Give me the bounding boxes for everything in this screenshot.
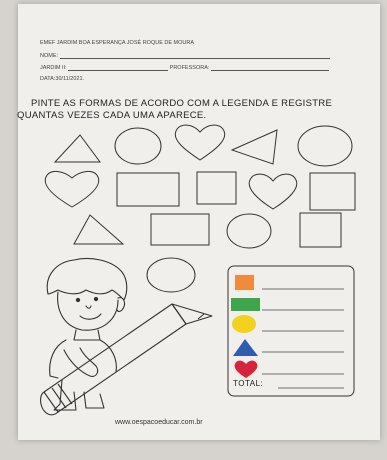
pencil-illustration (41, 304, 212, 415)
legend-blue-triangle (233, 339, 258, 356)
square-shape (310, 173, 355, 210)
legend-green-rectangle (231, 298, 260, 311)
square-shape (197, 172, 236, 204)
circle-shape (147, 258, 195, 292)
date-field: DATA:30/11/2021. (40, 76, 85, 82)
school-name: EMEF JARDIM BOA ESPERANÇA JOSÉ ROQUE DE MOURA (40, 40, 195, 46)
triangle-shape (55, 135, 100, 162)
rectangle-shape (117, 173, 179, 206)
jardim-label: JARDIM II: (40, 65, 67, 71)
circle-shape (115, 128, 161, 164)
heart-shape (175, 125, 224, 160)
instruction-line-1: PINTE AS FORMAS DE ACORDO COM A LEGENDA E REGISTRE (31, 98, 333, 109)
rectangle-shape (151, 214, 209, 245)
triangle-shape (232, 130, 277, 164)
total-label: TOTAL: (233, 379, 264, 388)
legend-items (231, 275, 344, 388)
circle-shape (298, 126, 352, 166)
heart-shape (45, 171, 98, 207)
name-label: NOME: (40, 53, 59, 59)
triangle-shape (74, 215, 123, 244)
website-footer: www.oespacoeducar.com.br (115, 419, 203, 426)
instruction-line-2: QUANTAS VEZES CADA UMA APARECE. (17, 110, 207, 121)
legend-orange-square (235, 275, 254, 290)
professora-label: PROFESSORA: (169, 65, 210, 71)
square-shape (300, 213, 341, 247)
boy-illustration (47, 259, 127, 411)
heart-shape (249, 174, 297, 209)
legend-yellow-circle (232, 315, 256, 333)
circle-shape (227, 214, 271, 248)
legend-red-heart (235, 361, 258, 378)
